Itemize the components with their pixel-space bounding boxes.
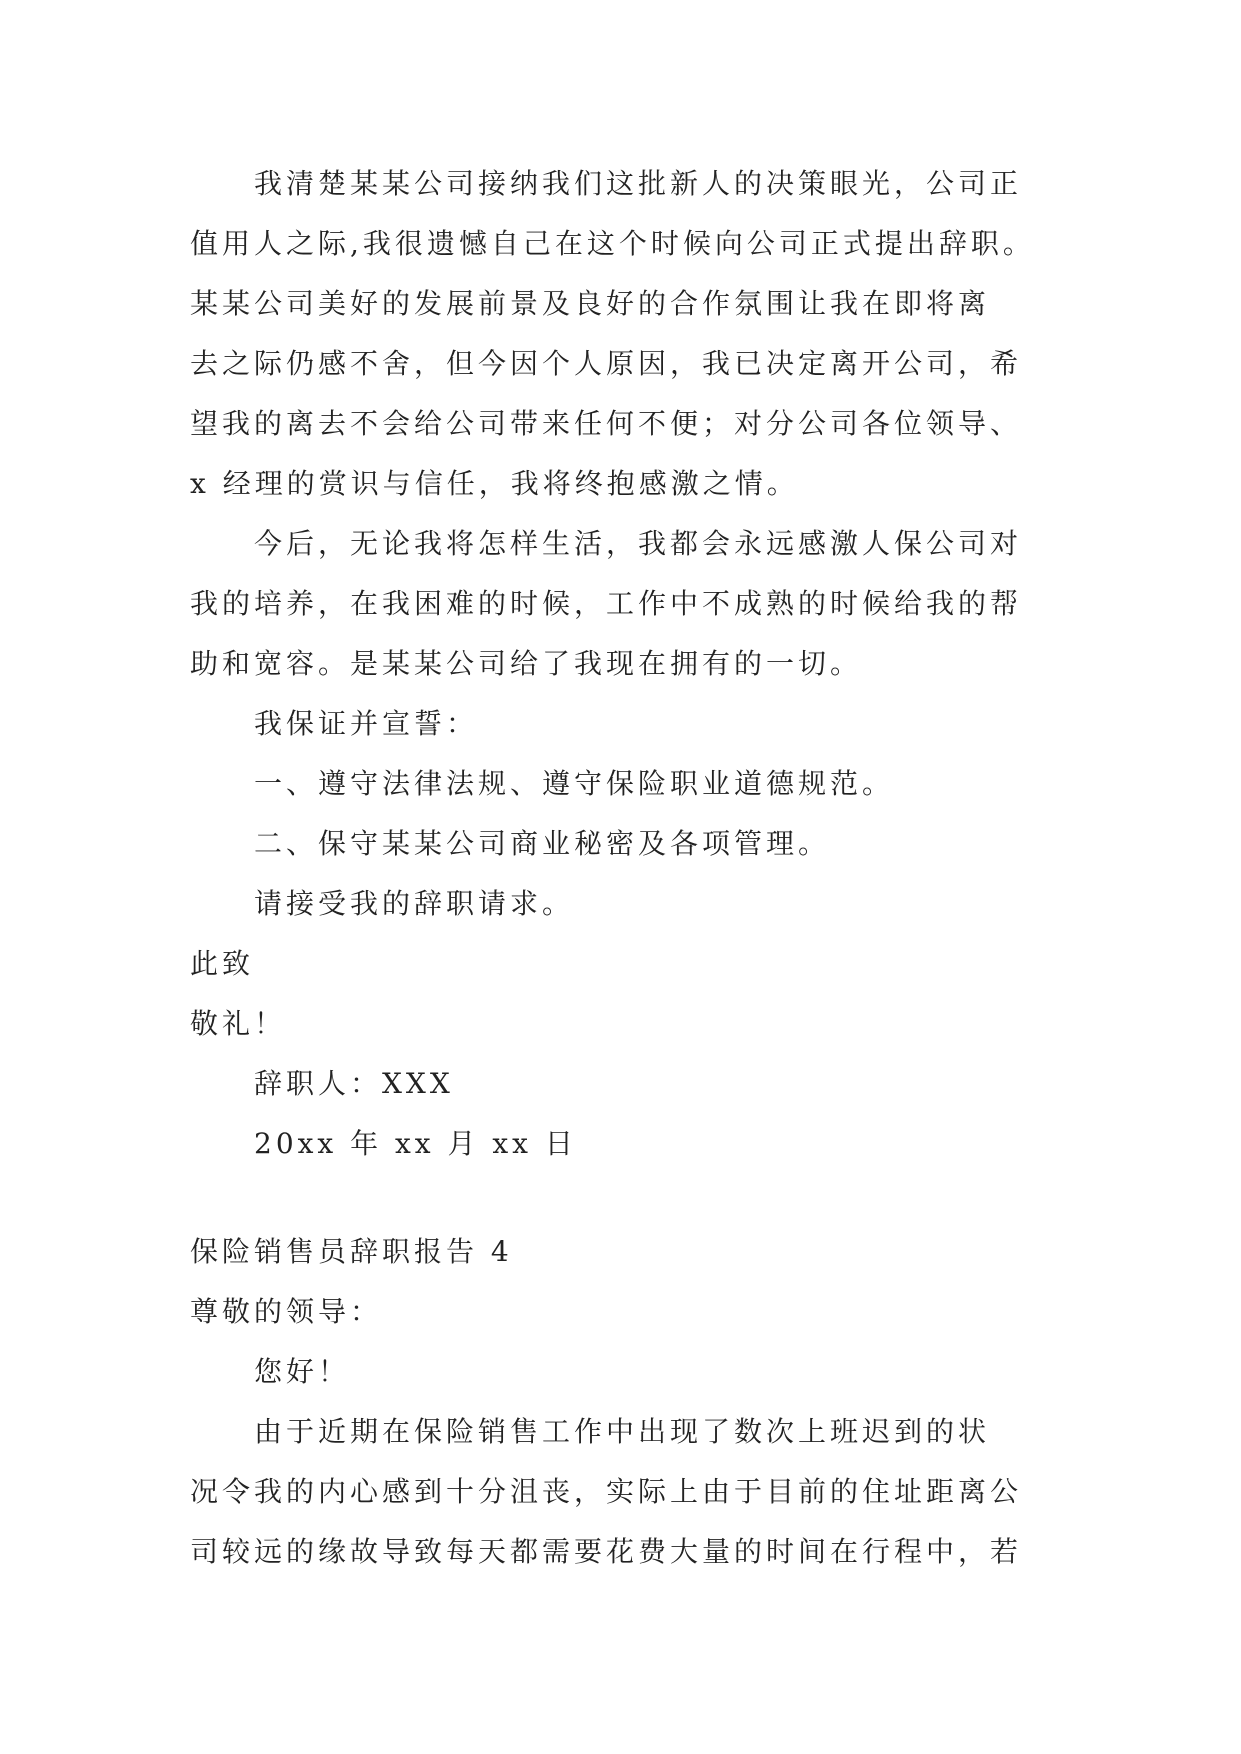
paragraph-line: 我清楚某某公司接纳我们这批新人的决策眼光，公司正 bbox=[254, 167, 1023, 200]
paragraph-line: 助和宽容。是某某公司给了我现在拥有的一切。 bbox=[190, 647, 863, 680]
salutation-line: 尊敬的领导： bbox=[190, 1295, 383, 1328]
paragraph-line: 望我的离去不会给公司带来任何不便；对分公司各位领导、 bbox=[190, 407, 1023, 440]
paragraph-line: 值用人之际,我很遗憾自己在这个时候向公司正式提出辞职。 bbox=[190, 227, 1035, 260]
date-line: 20xx 年 xx 月 xx 日 bbox=[254, 1127, 577, 1160]
closing-line: 敬礼！ bbox=[190, 1007, 287, 1040]
paragraph-line: 某某公司美好的发展前景及良好的合作氛围让我在即将离 bbox=[190, 287, 991, 320]
paragraph-line: 我的培养，在我困难的时候，工作中不成熟的时候给我的帮 bbox=[190, 587, 1023, 620]
paragraph-line: 一、遵守法律法规、遵守保险职业道德规范。 bbox=[254, 767, 895, 800]
paragraph-line: 二、保守某某公司商业秘密及各项管理。 bbox=[254, 827, 831, 860]
paragraph-line: 由于近期在保险销售工作中出现了数次上班迟到的状 bbox=[254, 1415, 991, 1448]
closing-line: 此致 bbox=[190, 947, 255, 980]
paragraph-line: 今后，无论我将怎样生活，我都会永远感激人保公司对 bbox=[254, 527, 1023, 560]
greeting-line: 您好！ bbox=[254, 1355, 351, 1388]
paragraph-line: x 经理的赏识与信任，我将终抱感激之情。 bbox=[190, 467, 799, 500]
paragraph-line: 况令我的内心感到十分沮丧，实际上由于目前的住址距离公 bbox=[190, 1475, 1023, 1508]
section-title: 保险销售员辞职报告 4 bbox=[190, 1235, 513, 1268]
paragraph-line: 去之际仍感不舍，但今因个人原因，我已决定离开公司，希 bbox=[190, 347, 1023, 380]
paragraph-line: 我保证并宣誓： bbox=[254, 707, 479, 740]
paragraph-line: 司较远的缘故导致每天都需要花费大量的时间在行程中，若 bbox=[190, 1535, 1023, 1568]
signature-line: 辞职人：XXX bbox=[254, 1067, 454, 1100]
paragraph-line: 请接受我的辞职请求。 bbox=[254, 887, 575, 920]
